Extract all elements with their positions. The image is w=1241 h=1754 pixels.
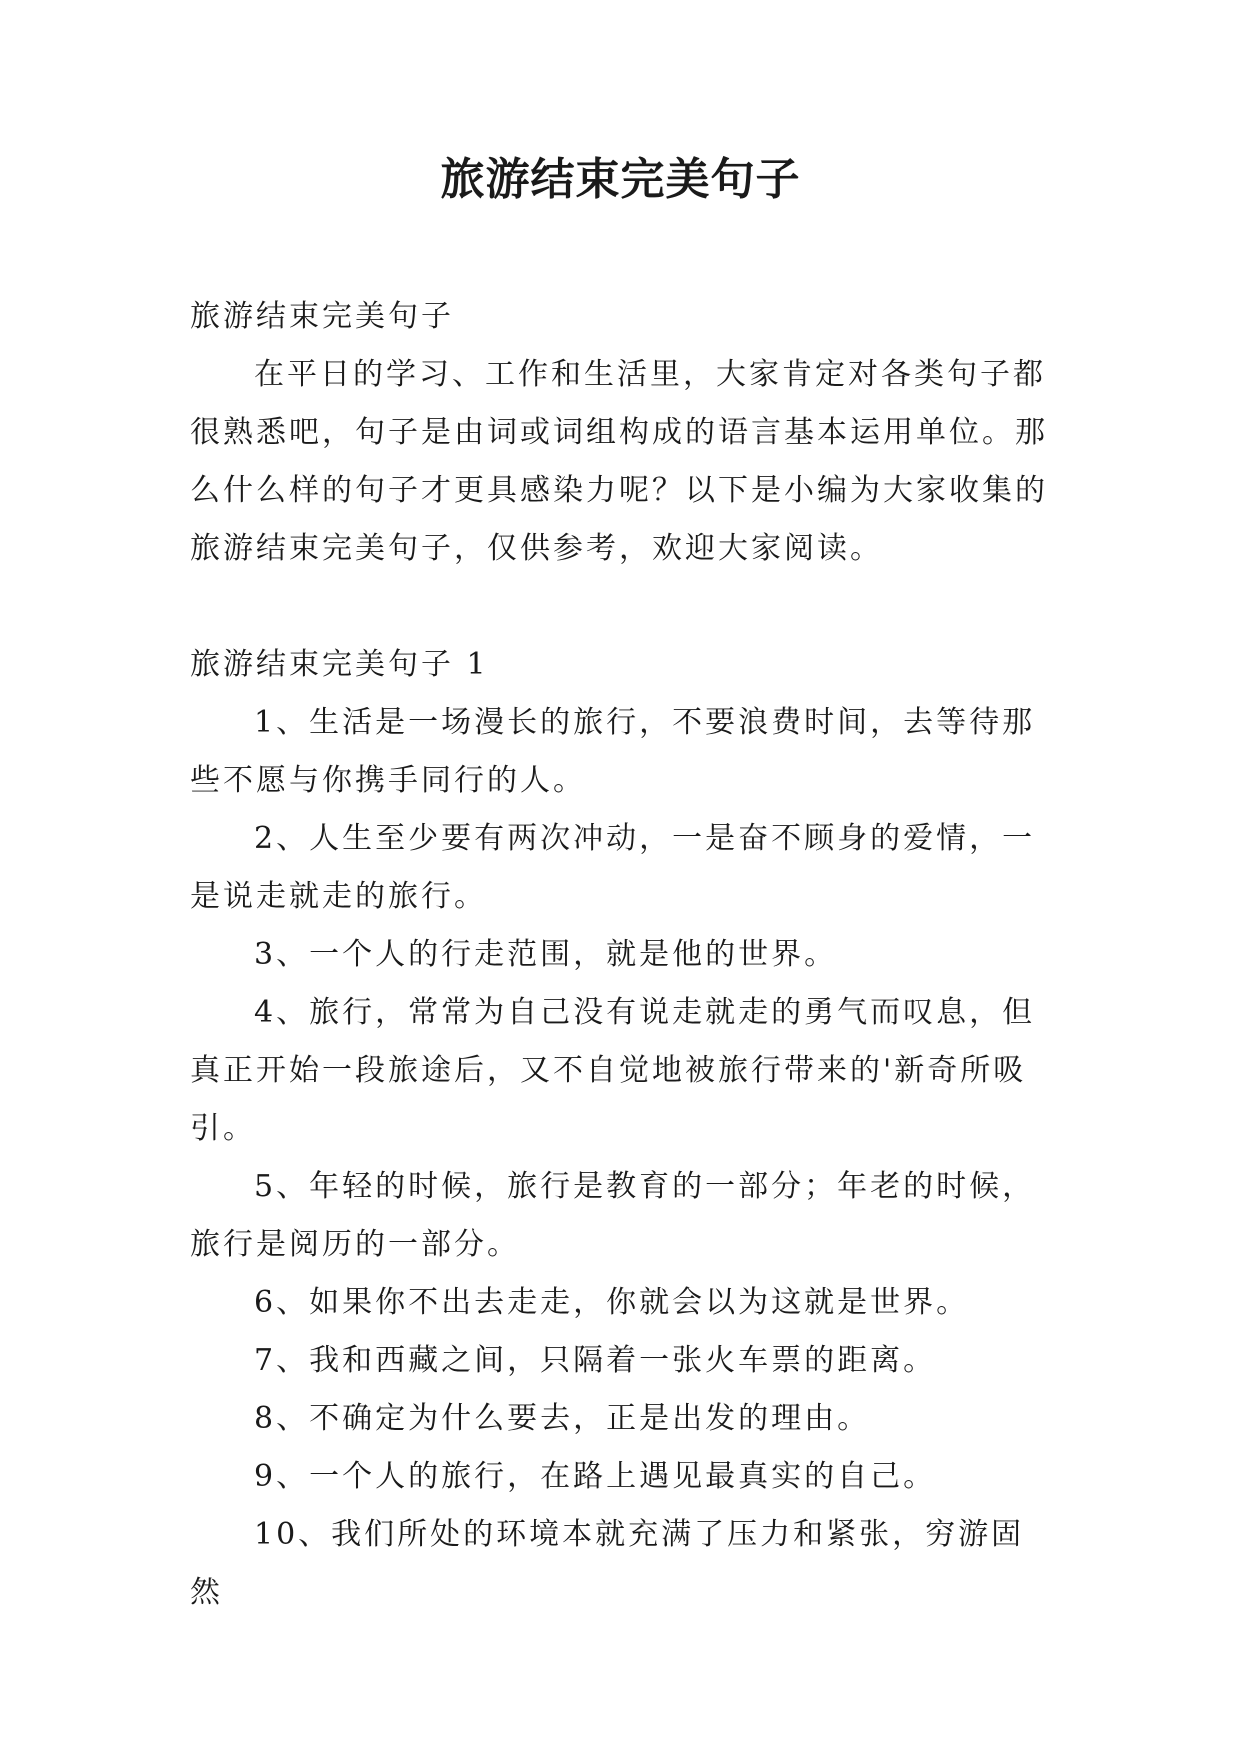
list-item: 4、旅行，常常为自己没有说走就走的勇气而叹息，但真正开始一段旅途后，又不自觉地被旅行带来的'新奇所吸引。 bbox=[190, 995, 1036, 1146]
list-item: 1、生活是一场漫长的旅行，不要浪费时间，去等待那些不愿与你携手同行的人。 bbox=[190, 705, 1036, 798]
list-item: 8、不确定为什么要去，正是出发的理由。 bbox=[254, 1401, 871, 1436]
list-item: 9、一个人的旅行，在路上遇见最真实的自己。 bbox=[254, 1459, 937, 1494]
list-item: 3、一个人的行走范围，就是他的世界。 bbox=[254, 937, 838, 972]
list-item: 5、年轻的时候，旅行是教育的一部分；年老的时候，旅行是阅历的一部分。 bbox=[190, 1169, 1036, 1262]
document-body bbox=[190, 288, 1050, 1622]
document-title: 旅游结束完美句子 bbox=[440, 154, 801, 205]
intro-paragraph: 在平日的学习、工作和生活里，大家肯定对各类句子都很熟悉吧，句子是由词或词组构成的语言基本运用单位。那么什么样的句子才更具感染力呢？以下是小编为大家收集的旅游结束完美句子，仅供参考，欢迎大家阅读。 bbox=[190, 357, 1048, 566]
list-item: 10、我们所处的环境本就充满了压力和紧张，穷游固然 bbox=[190, 1517, 1025, 1610]
document-heading: 旅游结束完美句子 bbox=[190, 299, 454, 334]
paragraph-gap bbox=[190, 578, 1050, 636]
list-item: 2、人生至少要有两次冲动，一是奋不顾身的爱情，一是说走就走的旅行。 bbox=[190, 821, 1036, 914]
section-title: 旅游结束完美句子 1 bbox=[190, 647, 489, 682]
list-item: 6、如果你不出去走走，你就会以为这就是世界。 bbox=[254, 1285, 970, 1320]
list-item: 7、我和西藏之间，只隔着一张火车票的距离。 bbox=[254, 1343, 937, 1378]
